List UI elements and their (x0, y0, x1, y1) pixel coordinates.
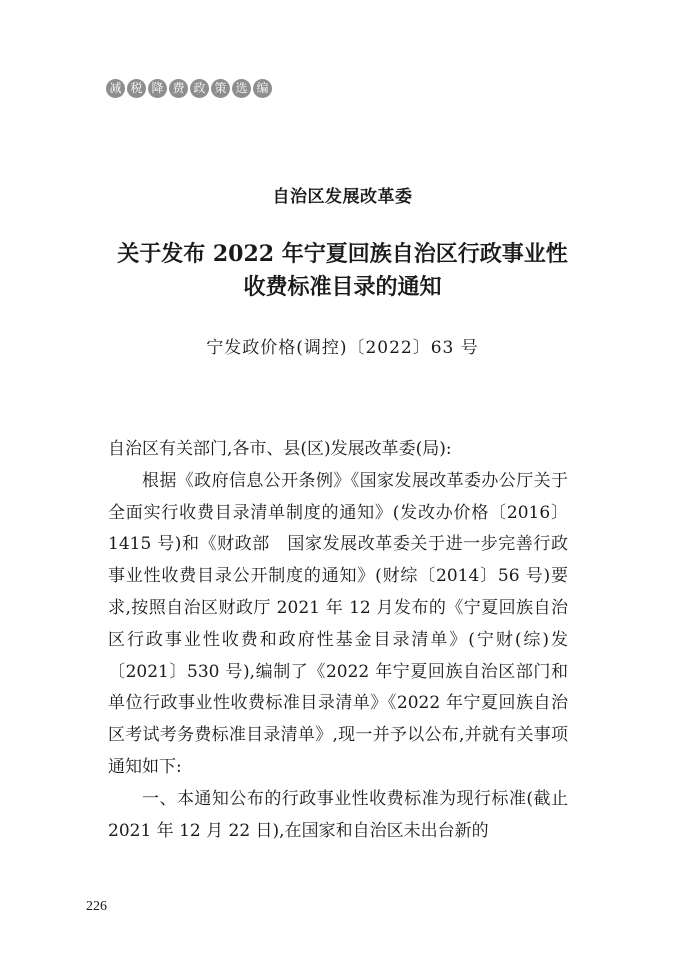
series-badge-char: 编 (253, 79, 272, 98)
series-badge-char: 税 (127, 79, 146, 98)
salutation: 自治区有关部门,各市、县(区)发展改革委(局): (108, 439, 452, 459)
title-line-2: 收费标准目录的通知 (243, 274, 442, 300)
page-number: 226 (86, 899, 107, 914)
document-number: 宁发政价格(调控)〔2022〕63 号 (206, 338, 479, 358)
body-text (108, 434, 568, 847)
series-badge-char: 费 (169, 79, 188, 98)
body-paragraph: 根据《政府信息公开条例》《国家发展改革委办公厅关于全面实行收费目录清单制度的通知》(发改办价格〔2016〕1415 号)和《财政部 国家发展改革委关于进一步完善行政事业性收费目录公开制度的通知》(财综〔2014〕56 号)要求,按照自治区财政厅 2021 年 12 月发布的《宁夏回族自治区行政事业性收费和政府性基金目录清单》(宁财(综)发〔2021〕530 号),编制了《2022 年宁夏回族自治区部门和单位行政事业性收费标准目录清单》《2022 年宁夏回族自治区考试考务费标准目录清单》,现一并予以公布,并就有关事项通知如下: (108, 470, 568, 777)
body-paragraph: 一、本通知公布的行政事业性收费标准为现行标准(截止 2021 年 12 月 22 日),在国家和自治区未出台新的 (108, 788, 568, 841)
document-title (0, 238, 685, 304)
series-badge-char: 政 (190, 79, 209, 98)
series-badge-char: 减 (106, 79, 125, 98)
title-line-1: 关于发布 2022 年宁夏回族自治区行政事业性 (117, 241, 568, 267)
issuing-agency: 自治区发展改革委 (272, 187, 413, 207)
series-badge-char: 策 (211, 79, 230, 98)
series-badge-char: 选 (232, 79, 251, 98)
series-title-badges (106, 79, 272, 98)
series-badge-char: 降 (148, 79, 167, 98)
